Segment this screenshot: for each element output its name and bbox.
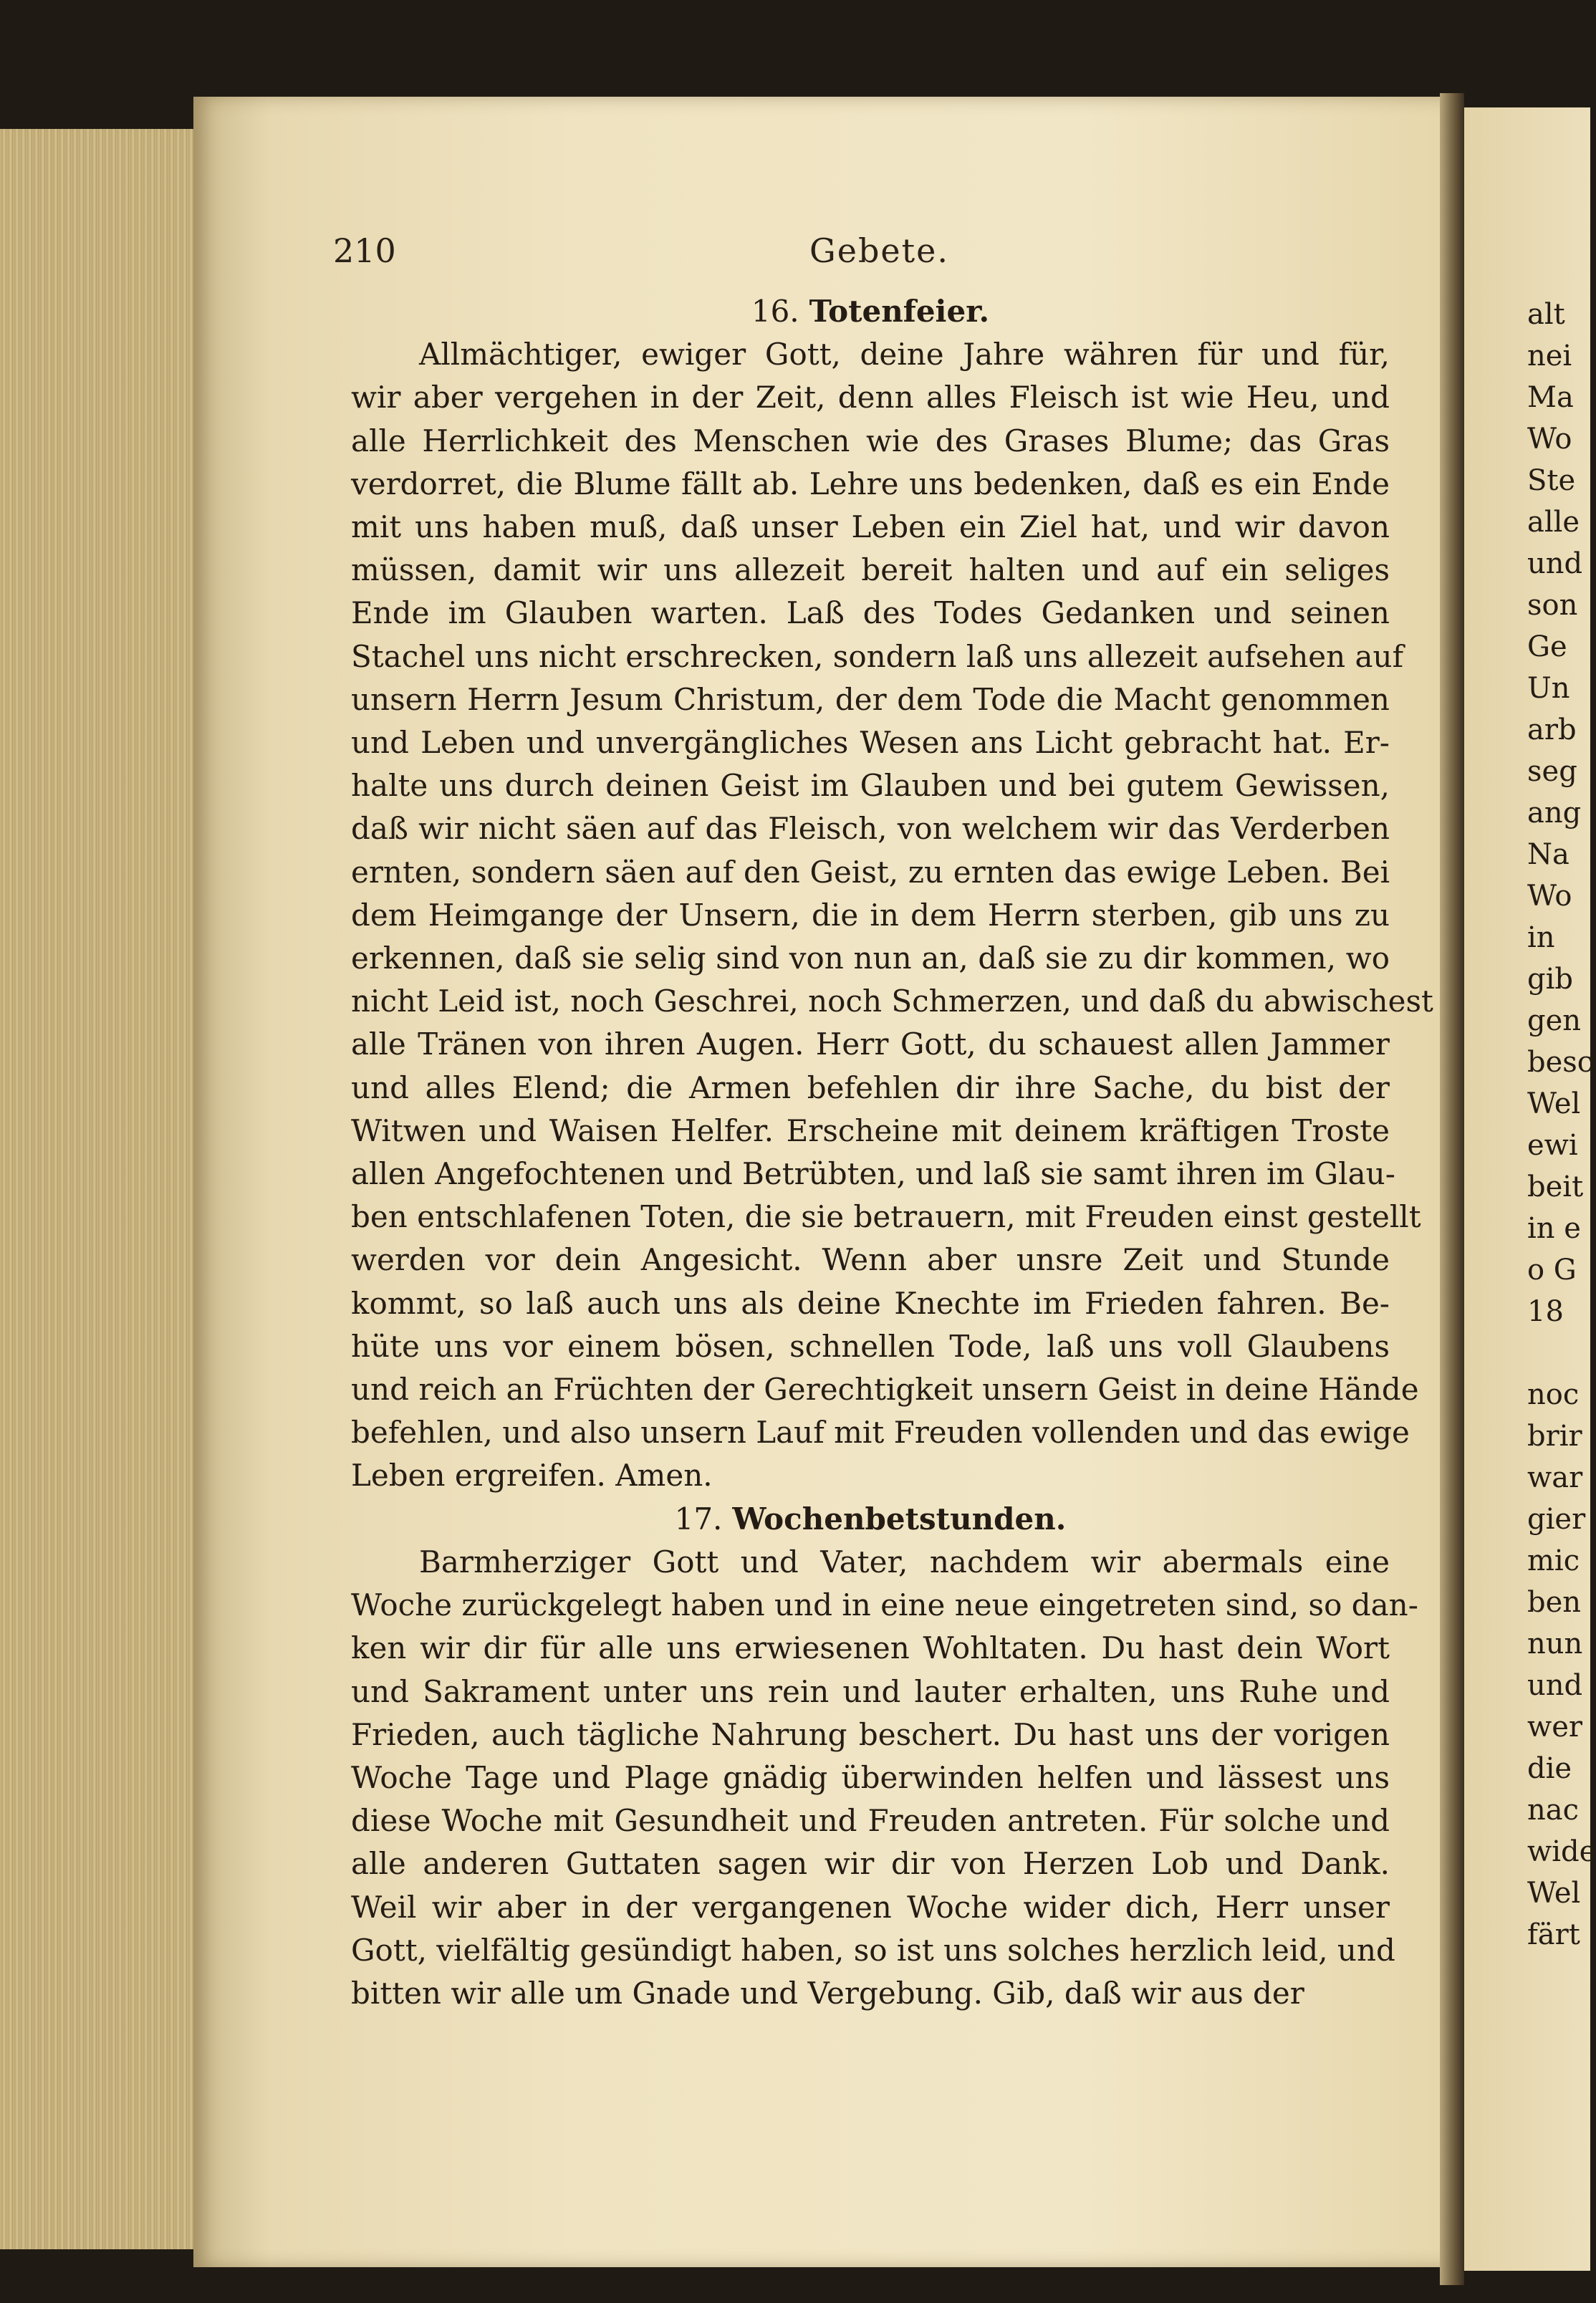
section-title: Wochenbetstunden.: [732, 1501, 1067, 1537]
text-line: diese Woche mit Gesundheit und Freuden antreten. Für solche und: [351, 1803, 1390, 1839]
facing-page-fragment: Ma: [1527, 381, 1574, 414]
running-head: [333, 231, 1375, 274]
text-line: daß wir nicht säen auf das Fleisch, von welchem wir das Verderben: [351, 811, 1390, 847]
text-line: mit uns haben muß, daß unser Leben ein Ziel hat, und wir davon: [351, 509, 1390, 545]
facing-page-fragment: Wo: [1527, 423, 1572, 456]
facing-page-fragment: gier: [1527, 1503, 1586, 1536]
text-line: Witwen und Waisen Helfer. Erscheine mit deinem kräftigen Troste: [351, 1112, 1390, 1148]
facing-page-fragment: nun: [1527, 1628, 1583, 1660]
facing-page-fragment: in e: [1527, 1212, 1581, 1245]
text-line: erkennen, daß sie selig sind von nun an, daß sie zu dir kommen, wo: [351, 941, 1390, 976]
text-line: Gott, vielfältig gesündigt haben, so ist uns solches herzlich leid, und: [351, 1932, 1395, 1968]
facing-page-fragment: in: [1527, 921, 1555, 954]
text-line: und reich an Früchten der Gerechtigkeit unsern Geist in deine Hände: [351, 1372, 1419, 1408]
facing-page-fragment: beit: [1527, 1170, 1584, 1203]
facing-page-fragments: [1527, 294, 1596, 1956]
facing-page-fragment: war: [1527, 1461, 1583, 1494]
page-body: [351, 290, 1433, 2015]
text-line: und Sakrament unter uns rein und lauter erhalten, uns Ruhe und: [351, 1673, 1390, 1709]
text-line: Allmächtiger, ewiger Gott, deine Jahre währen für und für,: [419, 337, 1390, 372]
facing-page-fragment: wide: [1527, 1835, 1596, 1868]
facing-page-fragment: brir: [1527, 1420, 1582, 1453]
text-line: Barmherziger Gott und Vater, nachdem wir abermals eine: [419, 1544, 1390, 1580]
section-number: 16.: [751, 294, 799, 329]
book-gutter: [1440, 93, 1464, 2285]
text-line: Leben ergreifen. Amen.: [351, 1458, 713, 1494]
facing-page-fragment: ang: [1527, 797, 1582, 830]
text-line: ernten, sondern säen auf den Geist, zu ernten das ewige Leben. Bei: [351, 854, 1390, 890]
text-line: alle Tränen von ihren Augen. Herr Gott, du schauest allen Jammer: [351, 1027, 1390, 1062]
text-line: halte uns durch deinen Geist im Glauben und bei gutem Gewissen,: [351, 768, 1390, 804]
facing-page-fragment: Wel: [1527, 1877, 1581, 1910]
facing-page-fragment: son: [1527, 589, 1578, 622]
text-line: nicht Leid ist, noch Geschrei, noch Schmerzen, und daß du abwischest: [351, 984, 1433, 1019]
text-line: hüte uns vor einem bösen, schnellen Tode, laß uns voll Glaubens: [351, 1328, 1390, 1364]
text-line: müssen, damit wir uns allezeit bereit halten und auf ein seliges: [351, 552, 1390, 588]
text-line: Woche zurückgelegt haben und in eine neue eingetreten sind, so dan-: [351, 1587, 1418, 1623]
text-line: unsern Herrn Jesum Christum, der dem Tode die Macht genommen: [351, 681, 1390, 717]
facing-page-fragment: und: [1527, 547, 1583, 580]
facing-page-fragment: alle: [1527, 506, 1580, 539]
text-line: und Leben und unvergängliches Wesen ans Licht gebracht hat. Er-: [351, 725, 1390, 761]
text-line: bitten wir alle um Gnade und Vergebung. Gib, daß wir aus der: [351, 1975, 1304, 2011]
facing-page-fragment: wer: [1527, 1711, 1583, 1744]
section-title: Totenfeier.: [809, 294, 990, 329]
text-line: Frieden, auch tägliche Nahrung beschert. Du hast uns der vorigen: [351, 1716, 1390, 1752]
facing-page-fragment: gen: [1527, 1004, 1582, 1037]
facing-page-fragment: 18: [1527, 1295, 1564, 1328]
facing-page-fragment: nac: [1527, 1794, 1580, 1827]
facing-page-fragment: färt: [1527, 1918, 1580, 1951]
facing-page-fragment: noc: [1527, 1378, 1580, 1411]
facing-page-fragment: besc: [1527, 1046, 1594, 1079]
text-line: kommt, so laß auch uns als deine Knechte im Frieden fahren. Be-: [351, 1285, 1390, 1321]
text-line: befehlen, und also unsern Lauf mit Freuden vollenden und das ewige: [351, 1415, 1410, 1451]
facing-page-fragment: die: [1527, 1752, 1572, 1785]
facing-page-fragment: o G: [1527, 1254, 1577, 1287]
facing-page-fragment: und: [1527, 1669, 1583, 1702]
text-line: ken wir dir für alle uns erwiesenen Wohltaten. Du hast dein Wort: [351, 1630, 1390, 1666]
text-line: Ende im Glauben warten. Laß des Todes Gedanken und seinen: [351, 595, 1390, 631]
section-number: 17.: [674, 1501, 723, 1537]
text-line: allen Angefochtenen und Betrübten, und laß sie samt ihren im Glau-: [351, 1156, 1395, 1192]
facing-page-fragment: alt: [1527, 298, 1565, 331]
section-heading: [351, 1498, 1390, 1541]
text-line: Weil wir aber in der vergangenen Woche wider dich, Herr unser: [351, 1889, 1390, 1925]
facing-page-fragment: nei: [1527, 340, 1572, 372]
facing-page-fragment: ewi: [1527, 1129, 1578, 1162]
facing-page-fragment: arb: [1527, 713, 1577, 746]
facing-page-fragment: Ge: [1527, 630, 1567, 663]
page-stack-edges: [0, 129, 208, 2249]
text-line: werden vor dein Angesicht. Wenn aber unsre Zeit und Stunde: [351, 1242, 1390, 1278]
facing-page-fragment: Wo: [1527, 880, 1572, 913]
text-line: dem Heimgange der Unsern, die in dem Herrn sterben, gib uns zu: [351, 897, 1390, 933]
facing-page-fragment: mic: [1527, 1544, 1580, 1577]
header-title: Gebete.: [809, 231, 949, 270]
facing-page-fragment: gib: [1527, 963, 1574, 996]
text-line: Woche Tage und Plage gnädig überwinden helfen und lässest uns: [351, 1759, 1390, 1795]
text-line: und alles Elend; die Armen befehlen dir ihre Sache, du bist der: [351, 1069, 1390, 1105]
text-line: ben entschlafenen Toten, die sie betrauern, mit Freuden einst gestellt: [351, 1199, 1421, 1235]
facing-page-fragment: seg: [1527, 755, 1577, 788]
facing-page-fragment: [1527, 1332, 1574, 1374]
text-line: alle Herrlichkeit des Menschen wie des Grases Blume; das Gras: [351, 423, 1390, 458]
facing-page-fragment: Ste: [1527, 464, 1576, 497]
facing-page-fragment: Wel: [1527, 1087, 1581, 1120]
text-line: alle anderen Guttaten sagen wir dir von Herzen Lob und Dank.: [351, 1846, 1390, 1882]
page-number: 210: [333, 231, 396, 270]
text-line: wir aber vergehen in der Zeit, denn alles Fleisch ist wie Heu, und: [351, 380, 1390, 415]
text-line: verdorret, die Blume fällt ab. Lehre uns bedenken, daß es ein Ende: [351, 466, 1390, 501]
text-line: Stachel uns nicht erschrecken, sondern laß uns allezeit aufsehen auf: [351, 638, 1404, 674]
facing-page-fragment: Un: [1527, 672, 1570, 705]
section-heading: [351, 290, 1390, 333]
facing-page-fragment: ben: [1527, 1586, 1582, 1619]
facing-page-fragment: Na: [1527, 838, 1569, 871]
